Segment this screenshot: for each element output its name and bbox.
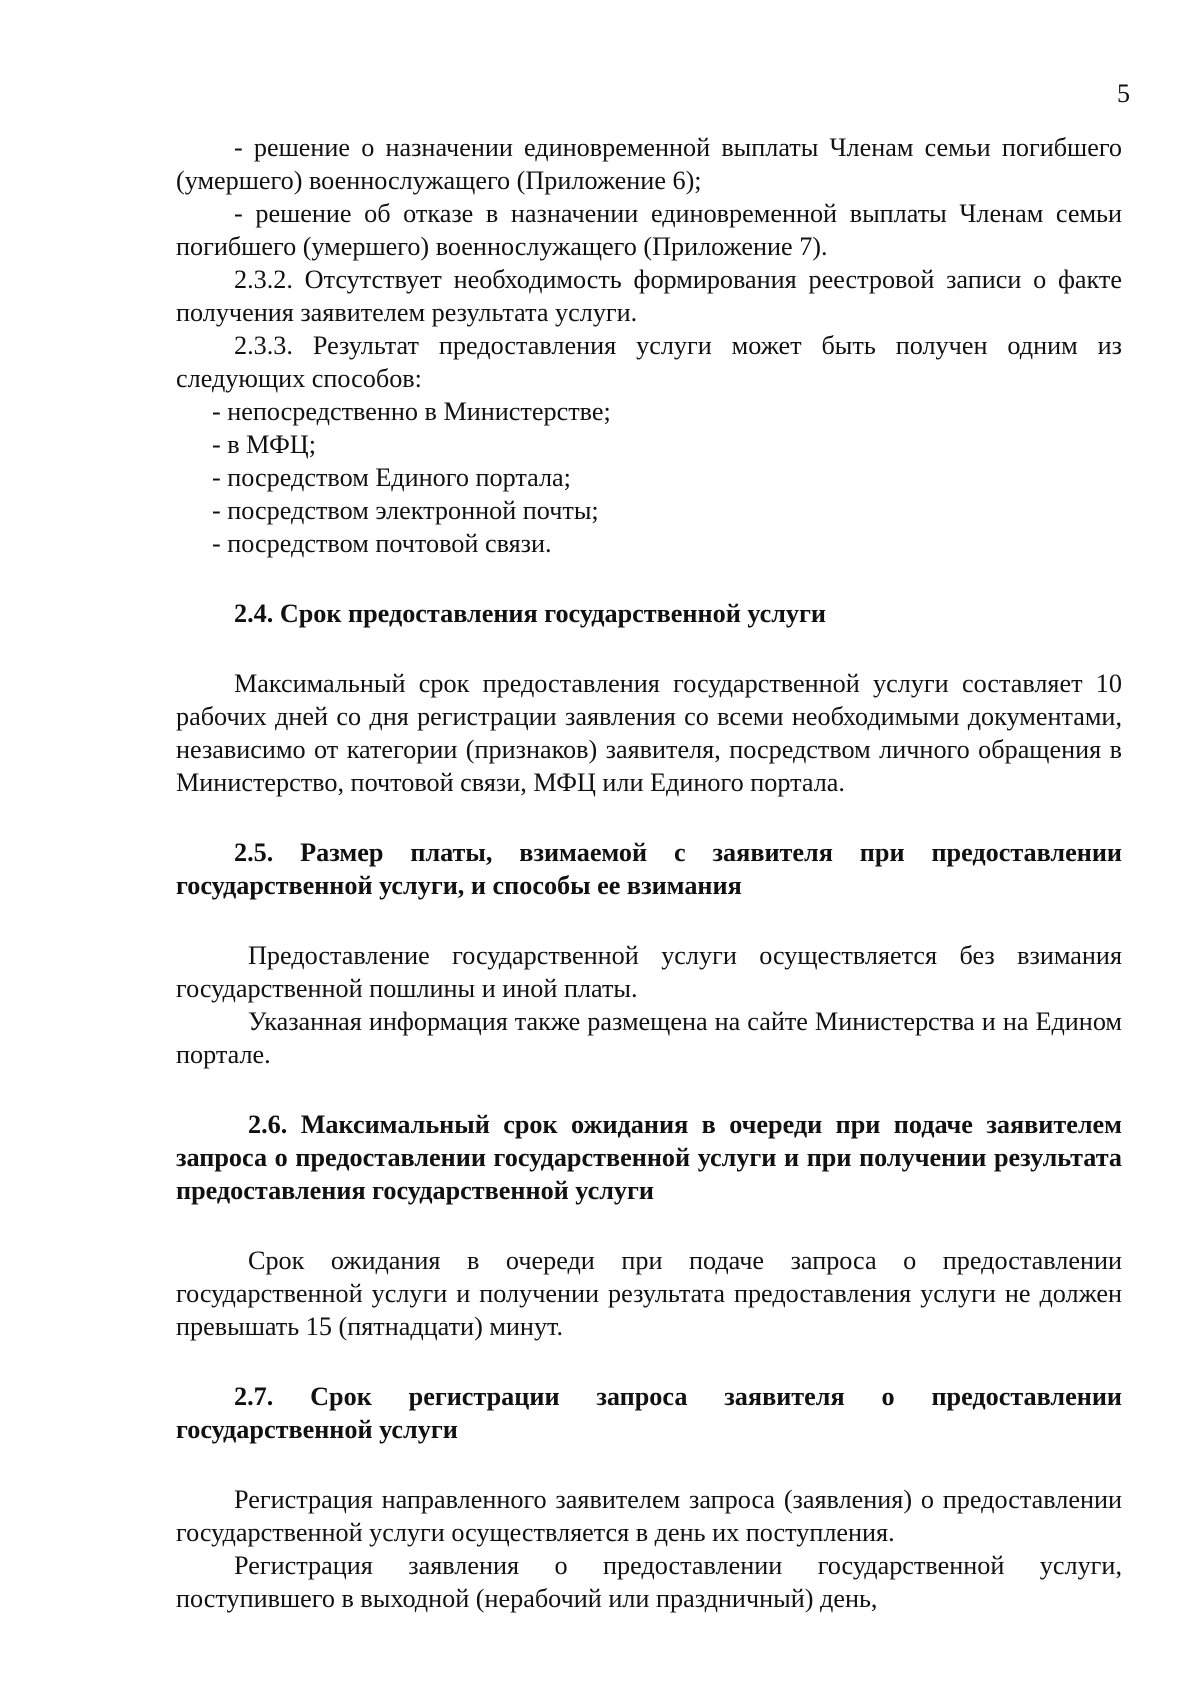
- section-heading-2-7: 2.7. Срок регистрации запроса заявителя о предоставлении государственной услуги: [176, 1382, 1122, 1444]
- paragraph-2-7-b: Регистрация заявления о предоставлении государственной услуги, поступившего в выходной (нерабочий или праздничный) день,: [176, 1551, 1122, 1613]
- list-item: - посредством электронной почты;: [212, 496, 599, 525]
- paragraph-decision-refusal: - решение об отказе в назначении единовременной выплаты Членам семьи погибшего (умершего) военнослужащего (Приложение 7).: [176, 199, 1122, 261]
- list-item: - непосредственно в Министерстве;: [212, 397, 611, 426]
- list-item: - в МФЦ;: [212, 430, 316, 459]
- paragraph-2-5-a: Предоставление государственной услуги осуществляется без взимания государственной пошлины и иной платы.: [176, 941, 1122, 1003]
- list-item: - посредством Единого портала;: [212, 463, 571, 492]
- paragraph-2-7-a: Регистрация направленного заявителем запроса (заявления) о предоставлении государственной услуги осуществляется в день их поступления.: [176, 1485, 1122, 1547]
- list-item: - посредством почтовой связи.: [212, 529, 552, 558]
- paragraph-decision-grant: - решение о назначении единовременной выплаты Членам семьи погибшего (умершего) военнослужащего (Приложение 6);: [176, 133, 1122, 195]
- section-heading-2-5: 2.5. Размер платы, взимаемой с заявителя при предоставлении государственной услуги, и способы ее взимания: [176, 838, 1122, 900]
- page-number: 5: [1117, 79, 1130, 108]
- paragraph-2-4: Максимальный срок предоставления государственной услуги составляет 10 рабочих дней со дня регистрации заявления со всеми необходимыми документами, независимо от категории (признаков) заявителя, посредством личного обращения в Министерство, почтовой связи, МФЦ или Единого портала.: [176, 669, 1122, 797]
- paragraph-2-3-2: 2.3.2. Отсутствует необходимость формирования реестровой записи о факте получения заявителем результата услуги.: [176, 265, 1122, 327]
- document-body: [176, 131, 1122, 1615]
- paragraph-2-6: Срок ожидания в очереди при подаче запроса о предоставлении государственной услуги и получении результата предоставления услуги не должен превышать 15 (пятнадцати) минут.: [176, 1246, 1122, 1341]
- section-heading-2-6: 2.6. Максимальный срок ожидания в очереди при подаче заявителем запроса о предоставлении государственной услуги и при получении результата предоставления государственной услуги: [176, 1110, 1122, 1205]
- paragraph-2-3-3: 2.3.3. Результат предоставления услуги может быть получен одним из следующих способов:: [176, 331, 1122, 393]
- paragraph-2-5-b: Указанная информация также размещена на сайте Министерства и на Едином портале.: [176, 1007, 1122, 1069]
- section-heading-2-4: 2.4. Срок предоставления государственной услуги: [234, 599, 827, 628]
